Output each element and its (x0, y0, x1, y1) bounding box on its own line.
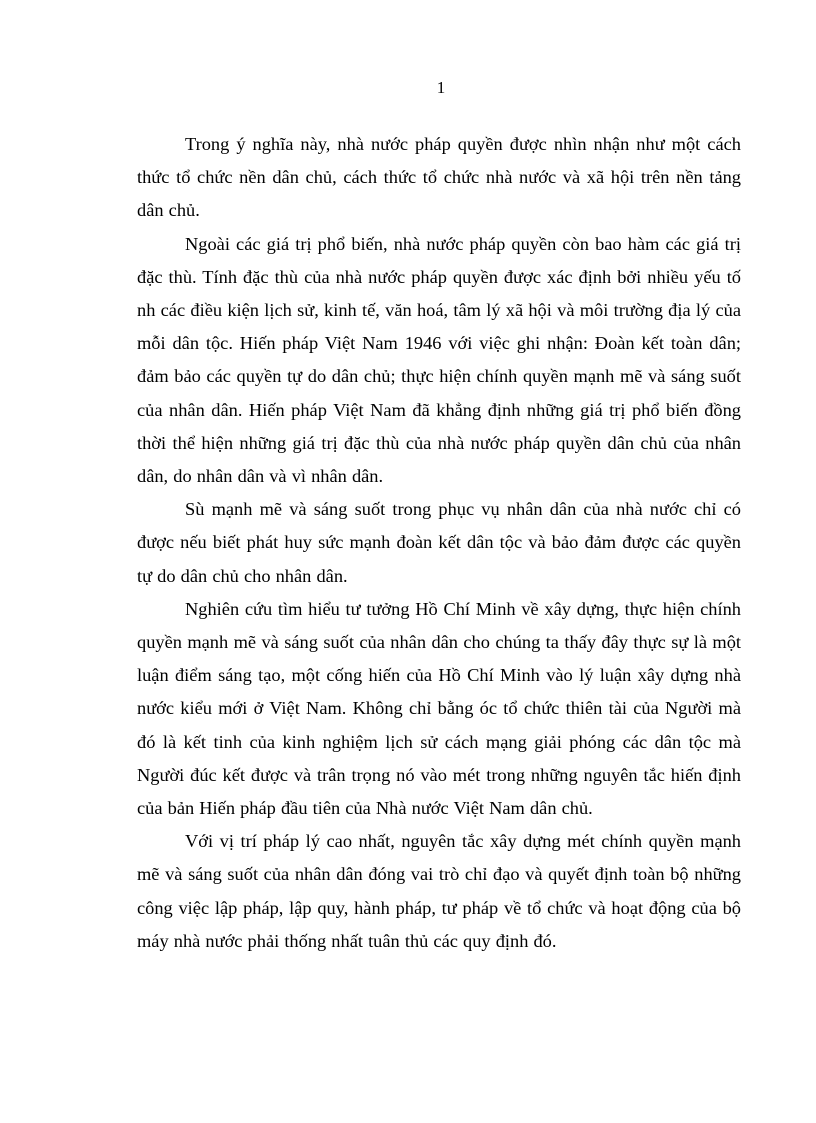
paragraph-4: Nghiên cứu tìm hiểu tư tưởng Hồ Chí Minh về xây dựng, thực hiện chính quyền mạnh mẽ và sáng suốt của nhân dân cho chúng ta thấy đây thực sự là một luận điểm sáng tạo, một cống hiến của Hồ Chí Minh vào lý luận xây dựng nhà nước kiểu mới ở Việt Nam. Không chỉ bằng óc tổ chức thiên tài của Người mà đó là kết tinh của kinh nghiệm lịch sử cách mạng giải phóng các dân tộc mà Người đúc kết được và trân trọng nó vào mét trong những nguyên tắc hiến định của bản Hiến pháp đầu tiên của Nhà nước Việt Nam dân chủ. (137, 598, 741, 819)
paragraph-5: Với vị trí pháp lý cao nhất, nguyên tắc xây dựng mét chính quyền mạnh mẽ và sáng suốt của nhân dân đóng vai trò chỉ đạo và quyết định toàn bộ những công việc lập pháp, lập quy, hành pháp, tư pháp về tổ chức và hoạt động của bộ máy nhà nước phải thống nhất tuân thủ các quy định đó. (137, 831, 741, 951)
page-number: 1 (436, 78, 446, 97)
document-body (137, 128, 741, 958)
paragraph-3: Sù mạnh mẽ và sáng suốt trong phục vụ nhân dân của nhà nước chỉ có được nếu biết phát huy sức mạnh đoàn kết dân tộc và bảo đảm được các quyền tự do dân chủ cho nhân dân. (137, 499, 741, 586)
paragraph-1: Trong ý nghĩa này, nhà nước pháp quyền được nhìn nhận như một cách thức tổ chức nền dân chủ, cách thức tổ chức nhà nước và xã hội trên nền tảng dân chủ. (137, 134, 741, 221)
paragraph-2: Ngoài các giá trị phổ biến, nhà nước pháp quyền còn bao hàm các giá trị đặc thù. Tính đặc thù của nhà nước pháp quyền được xác định bởi nhiều yếu tố nh các điều kiện lịch sử, kinh tế, văn hoá, tâm lý xã hội và môi trường địa lý của mỗi dân tộc. Hiến pháp Việt Nam 1946 với việc ghi nhận: Đoàn kết toàn dân; đảm bảo các quyền tự do dân chủ; thực hiện chính quyền mạnh mẽ và sáng suốt của nhân dân. Hiến pháp Việt Nam đã khẳng định những giá trị phổ biến đồng thời thể hiện những giá trị đặc thù của nhà nước pháp quyền dân chủ của nhân dân, do nhân dân và vì nhân dân. (137, 233, 741, 487)
